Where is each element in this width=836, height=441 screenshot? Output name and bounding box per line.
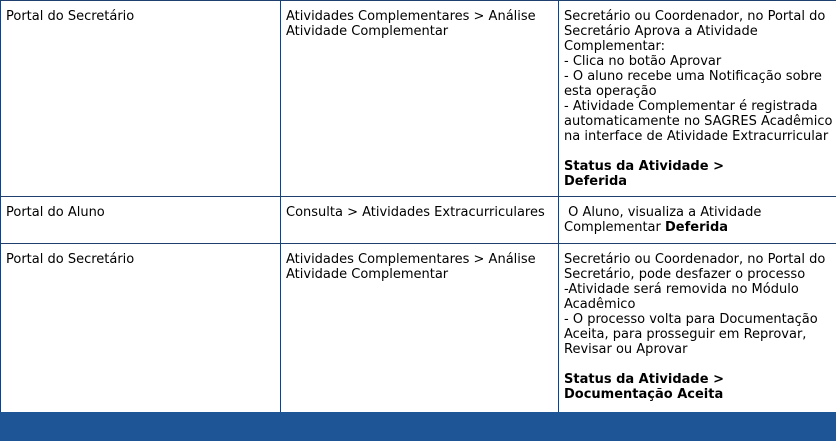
path-text: Consulta > Atividades Extracurriculares [286,205,545,220]
description-line: Secretário ou Coordenador, no Portal do Secretário, pode desfazer o processo [564,252,826,282]
description-line: - O aluno recebe uma Notificação sobre esta operação [564,69,822,99]
path-cell [281,197,559,244]
status-label: Status da Atividade > [564,159,724,174]
path-text: Atividades Complementares > Análise Atividade Complementar [286,252,536,282]
description-line: - Atividade Complementar é registrada automaticamente no SAGRES Acadêmico na interface de Atividade Extracurricular [564,99,833,144]
description-line: -Atividade será removida no Módulo Acadêmico [564,282,799,312]
table-row [1,244,836,415]
portal-cell: Portal do Secretário [1,244,281,415]
description-text: O Aluno, visualiza a Atividade Complementar [564,205,766,235]
spacer [564,357,836,372]
description-cell [559,197,836,244]
description-line: Secretário ou Coordenador, no Portal do Secretário Aprova a Atividade Complementar: [564,9,826,54]
table-row [1,1,836,197]
path-cell [281,244,559,415]
status-value: Deferida [564,174,628,189]
description-line: - Clica no botão Aprovar [564,54,722,69]
description-cell [559,244,836,415]
portal-cell: Portal do Secretário [1,1,281,197]
path-text: Atividades Complementares > Análise Atividade Complementar [286,9,536,39]
portal-cell: Portal do Aluno [1,197,281,244]
table-row [1,197,836,244]
description-line: - O processo volta para Documentação Aceita, para prosseguir em Reprovar, Revisar ou Aprovar [564,312,818,357]
spacer [564,144,836,159]
path-cell [281,1,559,197]
status-value: Documentação Aceita [564,387,724,402]
footer-bar [0,412,836,441]
status-label: Status da Atividade > [564,372,724,387]
status-value: Deferida [665,220,729,235]
description-cell [559,1,836,197]
